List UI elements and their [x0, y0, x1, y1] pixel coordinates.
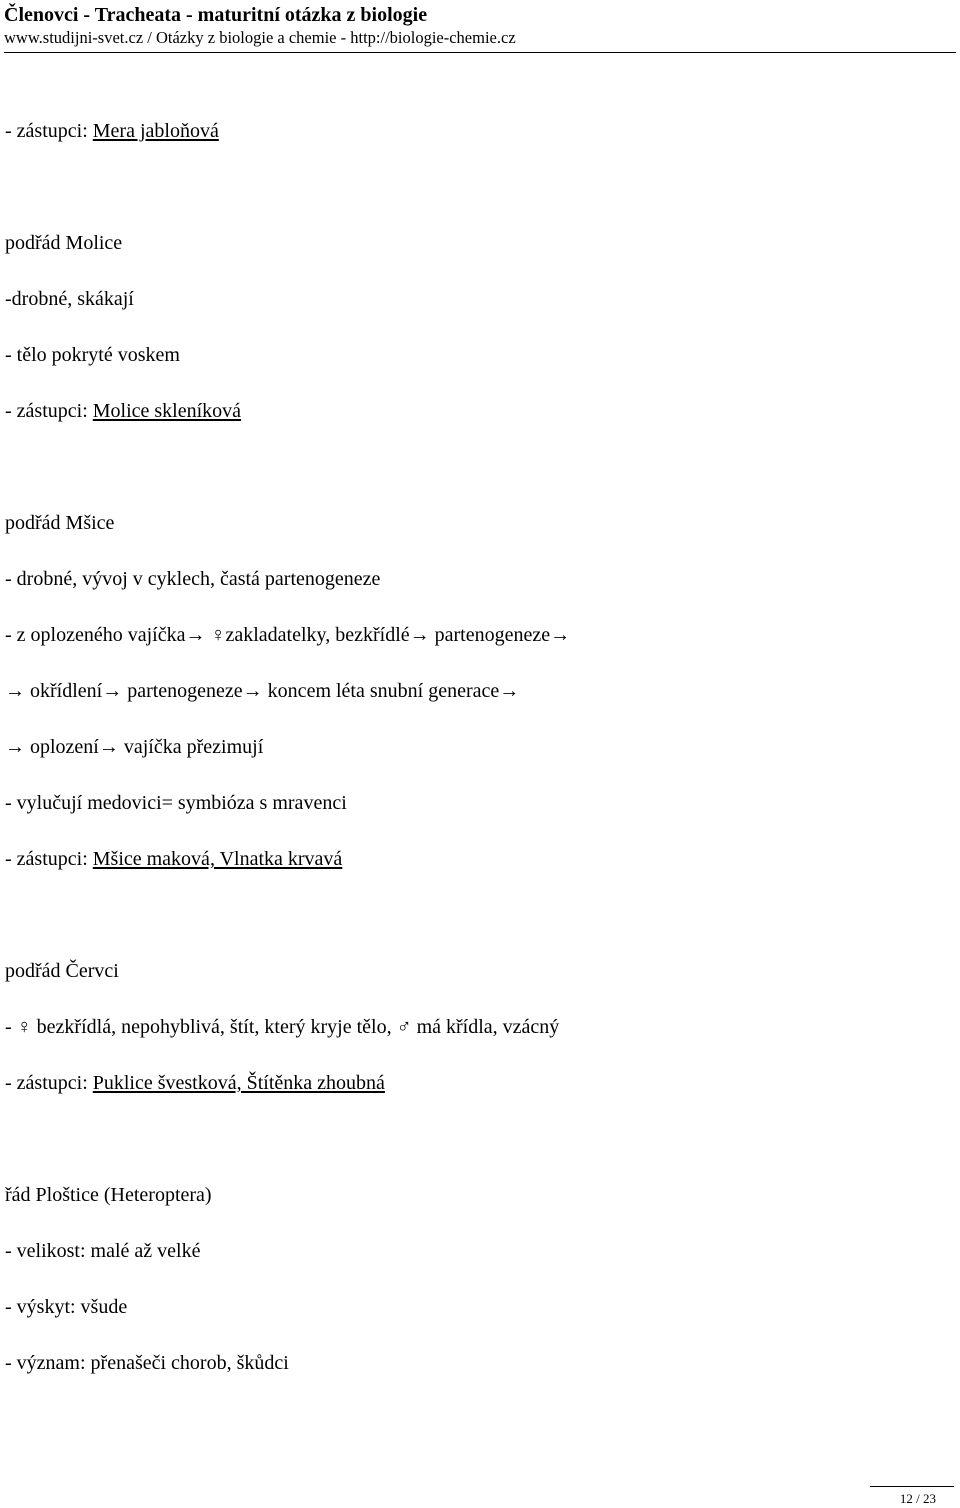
document-subtitle: www.studijni-svet.cz / Otázky z biologie a chemie - http://biologie-chemie.cz: [4, 28, 516, 47]
text-line: - tělo pokryté voskem: [5, 344, 180, 366]
text-line: - výskyt: všude: [5, 1296, 128, 1318]
text-line: -drobné, skákají: [5, 288, 134, 310]
line-prefix: - zástupci:: [5, 1072, 93, 1094]
text-line: - z oplozeného vajíčka→ ♀zakladatelky, bezkřídlé→ partenogeneze→: [5, 624, 571, 646]
species-link[interactable]: Molice skleníková: [92, 400, 242, 422]
header-divider: [4, 52, 956, 53]
line-prefix: - zástupci:: [5, 848, 93, 870]
section-heading: podřád Molice: [5, 232, 123, 254]
species-link[interactable]: Mšice maková, Vlnatka krvavá: [92, 848, 343, 870]
text-line: → oplození→ vajíčka přezimují: [5, 736, 264, 758]
text-line: [5, 1071, 385, 1095]
section-heading: podřád Mšice: [5, 512, 115, 534]
page-number: 12 / 23: [899, 1491, 936, 1506]
section-heading: podřád Červci: [5, 960, 119, 982]
text-line: [5, 847, 342, 871]
text-line: - význam: přenašeči chorob, škůdci: [5, 1352, 289, 1374]
footer-divider: [870, 1486, 954, 1487]
text-line: [5, 399, 241, 423]
text-line: [5, 119, 219, 143]
text-line: - velikost: malé až velké: [5, 1240, 201, 1262]
text-line: - vylučují medovici= symbióza s mravenci: [5, 792, 347, 814]
species-link[interactable]: Puklice švestková, Štítěnka zhoubná: [92, 1072, 385, 1094]
section-heading: řád Ploštice (Heteroptera): [5, 1184, 212, 1206]
species-link[interactable]: Mera jabloňová: [92, 120, 219, 142]
document-title: Členovci - Tracheata - maturitní otázka z biologie: [4, 4, 428, 26]
line-prefix: - zástupci:: [5, 400, 93, 422]
text-line: → okřídlení→ partenogeneze→ koncem léta snubní generace→: [5, 680, 520, 702]
line-prefix: - zástupci:: [5, 120, 93, 142]
text-line: - ♀ bezkřídlá, nepohyblivá, štít, který kryje tělo, ♂ má křídla, vzácný: [5, 1016, 560, 1038]
text-line: - drobné, vývoj v cyklech, častá partenogeneze: [5, 568, 381, 590]
